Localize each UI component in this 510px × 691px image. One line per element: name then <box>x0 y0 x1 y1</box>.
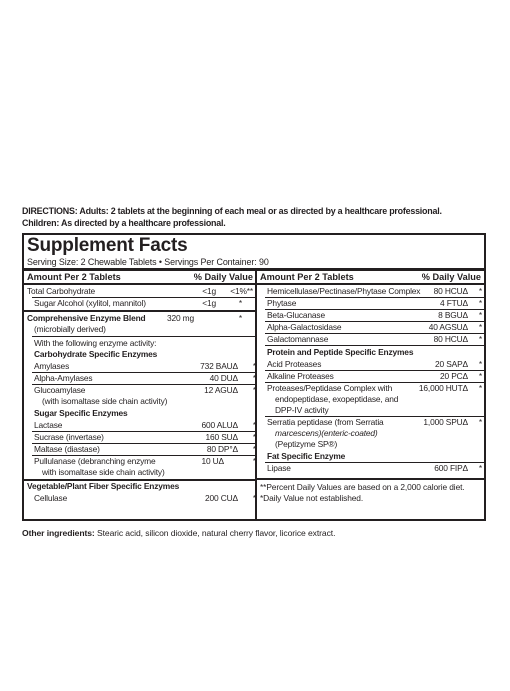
row-sub: (microbially derived) <box>34 324 106 334</box>
row-name: Sugar Specific Enzymes <box>34 408 128 418</box>
row-name: Alpha-Galactosidase <box>267 322 342 332</box>
right-header-amount: Amount Per 2 Tablets <box>260 272 354 282</box>
row-dv: * <box>252 361 256 371</box>
row-sub: endopeptidase, exopeptidase, and <box>275 394 399 404</box>
footnote-dv-not-established: *Daily Value not established. <box>260 493 364 503</box>
row-name: Lipase <box>267 463 291 473</box>
left-header-dv: % Daily Value <box>193 272 253 282</box>
row-name: Acid Proteases <box>267 359 322 369</box>
row-rule <box>32 336 256 337</box>
row-dv: * <box>478 463 482 473</box>
row-name: Beta-Glucanase <box>267 310 325 320</box>
row-name: Amylases <box>34 361 70 371</box>
row-dv: * <box>478 383 482 393</box>
row-amount: 600 FIPΔ <box>434 463 468 473</box>
row-dv: * <box>252 373 256 383</box>
footnote-rule <box>257 478 484 480</box>
row-amount: 732 BAUΔ <box>200 361 238 371</box>
row-amount: 20 SAPΔ <box>435 359 468 369</box>
row-dv: * <box>238 298 242 308</box>
row-dv: * <box>252 420 256 430</box>
row-dv: * <box>478 371 482 381</box>
row-name: With the following enzyme activity: <box>34 338 157 348</box>
row-amount: 160 SUΔ <box>205 432 238 442</box>
row-name: Cellulase <box>34 493 68 503</box>
row-sub: (with isomaltase side chain activity) <box>42 396 168 406</box>
row-dv: * <box>478 298 482 308</box>
row-sub: DPP-IV activity <box>275 405 329 415</box>
supplement-facts-panel <box>22 233 486 521</box>
other-ingredients-label: Other ingredients: <box>22 528 95 538</box>
row-amount: 8 BGUΔ <box>438 310 468 320</box>
row-amount: 16,000 HUTΔ <box>418 383 468 393</box>
row-name: Galactomannase <box>267 334 329 344</box>
row-name: Vegetable/Plant Fiber Specific Enzymes <box>27 481 180 491</box>
other-ingredients <box>22 528 335 539</box>
row-amount: <1g <box>202 298 216 308</box>
row-dv: <1%** <box>230 286 253 296</box>
row-dv: * <box>478 359 482 369</box>
row-amount: 40 AGSUΔ <box>428 322 468 332</box>
row-sub: (Peptizyme SP®) <box>275 439 338 449</box>
row-dv: * <box>478 322 482 332</box>
row-rule <box>265 345 484 346</box>
row-dv: * <box>478 286 482 296</box>
row-amount: 1,000 SPUΔ <box>423 417 468 427</box>
row-amount: 600 ALUΔ <box>201 420 238 430</box>
row-amount: 200 CUΔ <box>205 493 238 503</box>
row-name: Protein and Peptide Specific Enzymes <box>267 347 414 357</box>
row-name: Serratia peptidase (from Serratia <box>267 417 384 427</box>
row-amount: 4 FTUΔ <box>440 298 468 308</box>
row-name: Carbohydrate Specific Enzymes <box>34 349 158 359</box>
row-dv: * <box>252 493 256 503</box>
directions <box>22 206 465 230</box>
row-amount: 20 PCΔ <box>440 371 468 381</box>
row-dv: * <box>238 313 242 323</box>
right-header <box>257 271 484 283</box>
row-dv: * <box>478 334 482 344</box>
row-name: Sucrase (invertase) <box>34 432 104 442</box>
left-header-amount: Amount Per 2 Tablets <box>27 272 121 282</box>
row-name: Fat Specific Enzyme <box>267 451 346 461</box>
section-rule <box>24 310 256 312</box>
row-dv: * <box>252 444 256 454</box>
row-name: Maltase (diastase) <box>34 444 100 454</box>
serving-info: Serving Size: 2 Chewable Tablets • Servings Per Container: 90 <box>27 256 269 267</box>
row-name: Alkaline Proteases <box>267 371 334 381</box>
row-amount: 80 HCUΔ <box>433 334 468 344</box>
row-name: Total Carbohydrate <box>27 286 96 296</box>
directions-children: Children: As directed by a healthcare professional. <box>22 218 226 229</box>
row-amount: 320 mg <box>166 313 194 323</box>
left-header <box>24 271 256 283</box>
row-sub: marcescens)(enteric-coated) <box>275 428 378 438</box>
row-name: Comprehensive Enzyme Blend <box>27 313 146 323</box>
row-name: Phytase <box>267 298 297 308</box>
right-column <box>257 271 484 519</box>
row-dv: * <box>478 417 482 427</box>
row-dv: * <box>478 310 482 320</box>
row-name: Sugar Alcohol (xylitol, mannitol) <box>34 298 146 308</box>
right-header-dv: % Daily Value <box>421 272 481 282</box>
right-header-rule <box>257 283 484 285</box>
left-header-rule <box>24 283 256 285</box>
row-sub: with isomaltase side chain activity) <box>42 467 165 477</box>
row-amount: <1g <box>202 286 216 296</box>
row-name: Pullulanase (debranching enzyme <box>34 456 156 466</box>
footnote-percent-dv: **Percent Daily Values are based on a 2,000 calorie diet. <box>260 482 465 492</box>
other-ingredients-text: Stearic acid, silicon dioxide, natural cherry flavor, licorice extract. <box>94 528 336 538</box>
row-amount: 80 HCUΔ <box>433 286 468 296</box>
panel-title: Supplement Facts <box>27 235 188 256</box>
row-name: Glucoamylase <box>34 385 86 395</box>
row-name: Lactase <box>34 420 63 430</box>
row-amount: 12 AGUΔ <box>204 385 238 395</box>
row-dv: * <box>252 456 256 466</box>
directions-adults: DIRECTIONS: Adults: 2 tablets at the beginning of each meal or as directed by a healthcare professional. <box>22 206 442 217</box>
row-dv: * <box>252 385 256 395</box>
row-amount: 40 DUΔ <box>209 373 238 383</box>
row-name: Alpha-Amylases <box>34 373 93 383</box>
row-dv: * <box>252 432 256 442</box>
row-amount: 80 DP°Δ <box>206 444 238 454</box>
row-amount: 10 UΔ <box>201 456 224 466</box>
row-name: Proteases/Peptidase Complex with <box>267 383 393 393</box>
left-column <box>24 271 256 519</box>
row-name: Hemicellulase/Pectinase/Phytase Complex <box>267 286 421 296</box>
